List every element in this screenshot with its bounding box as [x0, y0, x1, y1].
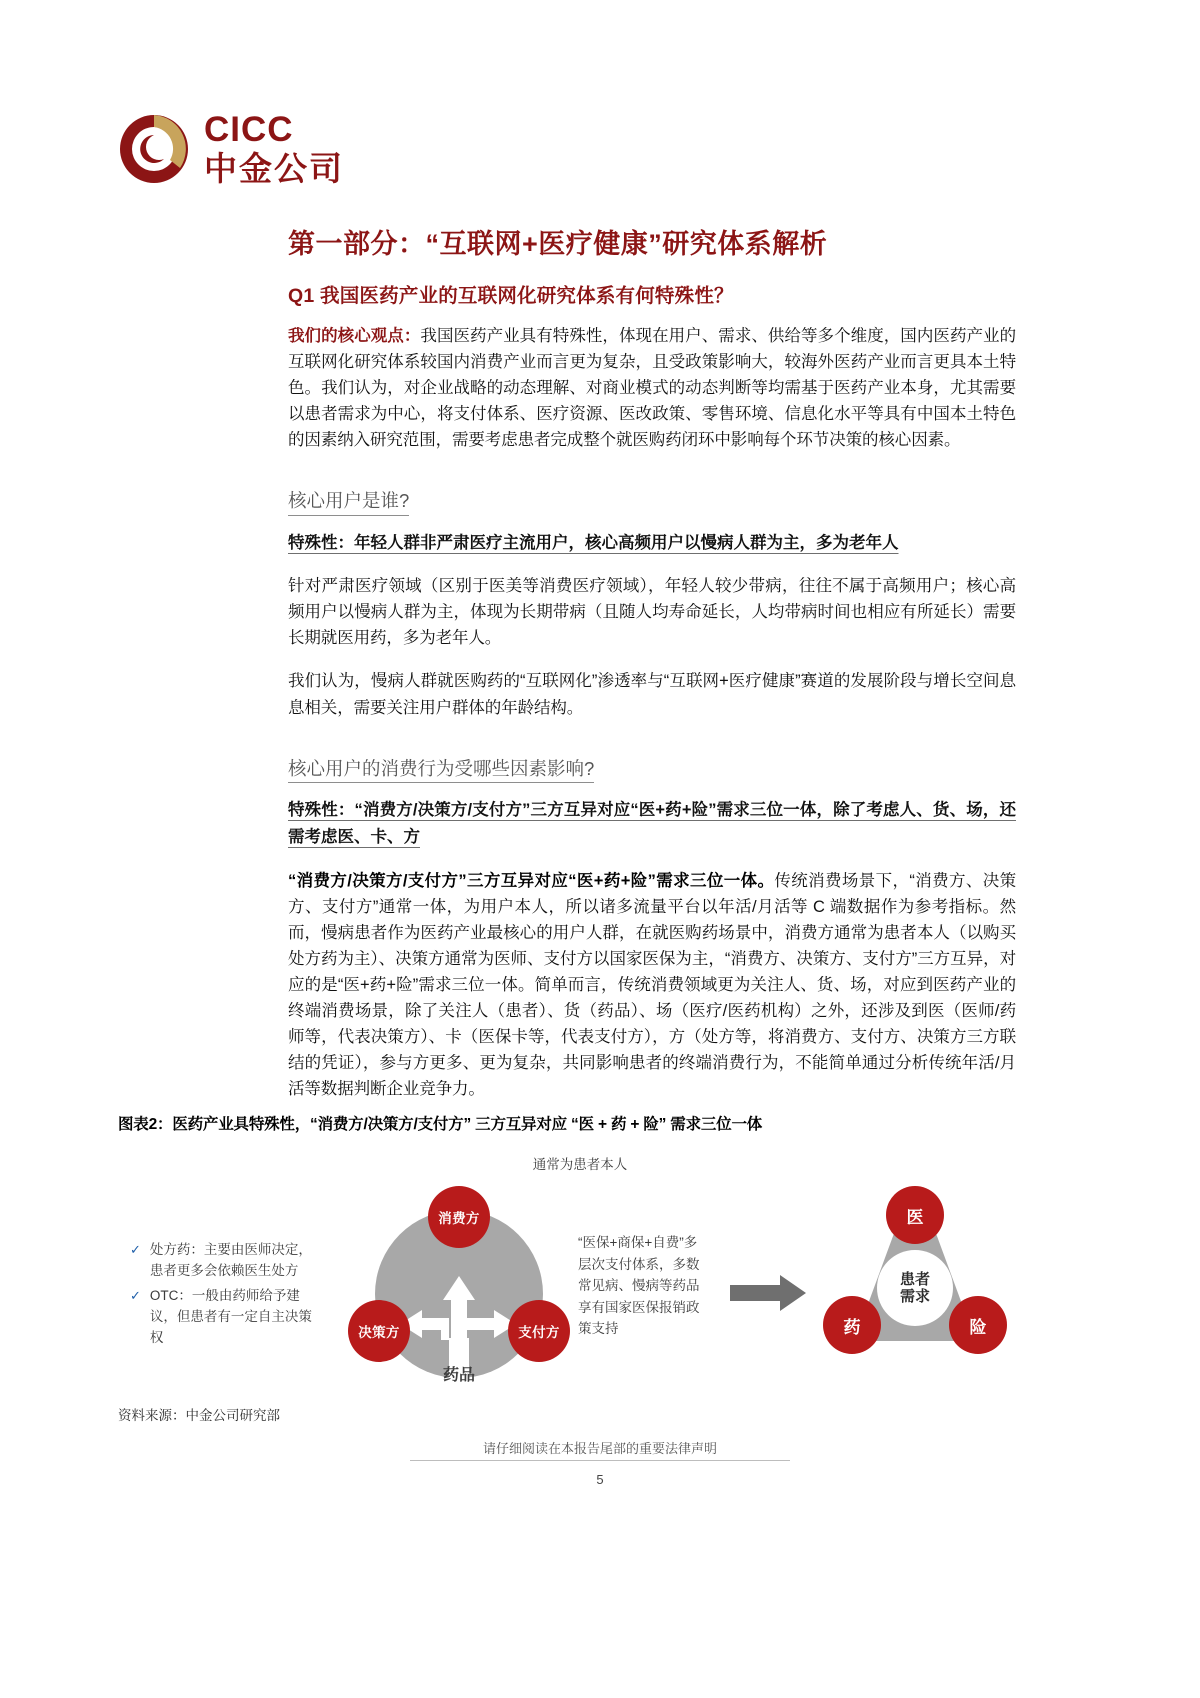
question-title: Q1 我国医药产业的互联网化研究体系有何特殊性？ — [288, 284, 734, 307]
footer-divider — [410, 1460, 790, 1461]
triad-node-xian: 险 — [949, 1296, 1007, 1354]
triad-node-yao: 药 — [823, 1296, 881, 1354]
part-title: 第一部分：“互联网+医疗健康”研究体系解析 — [288, 229, 828, 259]
section-2-special: 特殊性：“消费方/决策方/支付方”三方互异对应“医+药+险”需求三位一体，除了考虑人、货、场，还需考虑医、卡、方 — [288, 801, 1016, 846]
bullet-text: OTC：一般由药师给予建议，但患者有一定自主决策权 — [149, 1287, 312, 1345]
node-drug-label: 药品 — [442, 1367, 475, 1384]
figure-top-label: 通常为患者本人 — [532, 1157, 628, 1172]
brand-name-en: CICC — [204, 110, 294, 149]
node-decider: 决策方 — [348, 1300, 410, 1362]
section-1-heading: 核心用户是谁? — [288, 492, 409, 516]
section-2-heading-row — [288, 738, 1016, 798]
footer-legal-notice: 请仔细阅读在本报告尾部的重要法律声明 — [482, 1441, 717, 1456]
figure-bullet-list — [130, 1240, 325, 1353]
section-1-special: 特殊性：年轻人群非严肃医疗主流用户，核心高频用户以慢病人群为主，多为老年人 — [288, 533, 899, 552]
figure-right-note: “医保+商保+自费”多层次支付体系，多数常见病、慢病等药品享有国家医保报销政策支持 — [578, 1235, 700, 1337]
three-party-cluster — [344, 1190, 574, 1395]
section-2-heading: 核心用户的消费行为受哪些因素影响? — [288, 760, 594, 784]
right-arrow-icon — [730, 1273, 808, 1313]
cicc-logo-mark — [118, 113, 190, 185]
section-2-paragraph-rest: 传统消费场景下，“消费方、决策方、支付方”通常一体，为用户本人，所以诸多流量平台以年活/月活等 C 端数据作为参考指标。然而，慢病患者作为医药产业最核心的用户人群，在就医购药场景中，消费方通常为患者本人（以购买处方药为主）、决策方通常为医师、支付方以国家医保为主，“消费方、决策方、支付方”三方互异，对应的是“医+药+险”需求三位一体。简单而言，传统消费领域更为关注人、货、场，对应到医药产业的终端消费场景，除了关注人（患者）、货（药品）、场（医疗/医药机构）之外，还涉及到医（医师/药师等，代表决策方）、卡（医保卡等，代表支付方），方（处方等，将消费方、支付方、决策方三方联结的凭证），参与方更多、更为复杂，共同影响患者的终端消费行为，不能简单通过分析传统年活/月活等数据判断企业竞争力。 — [288, 871, 1016, 1099]
cicc-logo — [118, 112, 344, 185]
triad-center-label — [877, 1250, 953, 1326]
check-icon: ✓ — [130, 1242, 141, 1257]
node-consumer: 消费方 — [428, 1186, 490, 1248]
triad-node-yi: 医 — [886, 1186, 944, 1244]
page-number: 5 — [596, 1472, 604, 1487]
core-view-text: 我国医药产业具有特殊性，体现在用户、需求、供给等多个维度，国内医药产业的互联网化研究体系较国内消费产业而言更为复杂，且受政策影响大，较海外医药产业而言更具本土特色。我们认为，对企业战略的动态理解、对商业模式的动态判断等均需基于医药产业本身，尤其需要以患者需求为中心，将支付体系、医疗资源、医改政策、零售环境、信息化水平等具有中国本土特色的因素纳入研究范围，需要考虑患者完成整个就医购药闭环中影响每个环节决策的核心因素。 — [288, 326, 1016, 449]
list-item — [130, 1240, 325, 1282]
triad-center-line-1: 患者 — [899, 1270, 930, 1288]
check-icon: ✓ — [130, 1287, 141, 1303]
patient-needs-triad — [815, 1188, 1015, 1388]
core-view-paragraph — [288, 323, 1016, 453]
section-1-paragraph-2: 我们认为，慢病人群就医购药的“互联网化”渗透率与“互联网+医疗健康”赛道的发展阶段与增长空间息息相关，需要关注用户群体的年龄结构。 — [288, 672, 1016, 717]
cicc-logo-text — [204, 112, 344, 185]
section-1-heading-row — [288, 470, 1016, 530]
document-content — [288, 228, 1016, 1119]
triad-center-line-2: 需求 — [899, 1288, 930, 1305]
exhibit-figure — [110, 1148, 1100, 1398]
section-2-paragraph — [288, 868, 1016, 1103]
section-2-paragraph-bold: “消费方/决策方/支付方”三方互异对应“医+药+险”需求三位一体。 — [288, 871, 775, 890]
source-note: 资料来源：中金公司研究部 — [118, 1408, 280, 1423]
node-payer: 支付方 — [508, 1300, 570, 1362]
exhibit-caption: 图表2：医药产业具特殊性，“消费方/决策方/支付方” 三方互异对应 “医 + 药 + 险” 需求三位一体 — [118, 1116, 763, 1133]
section-1-paragraph-1: 针对严肃医疗领域（区别于医美等消费医疗领域），年轻人较少带病，往往不属于高频用户；核心高频用户以慢病人群为主，体现为长期带病（且随人均寿命延长，人均带病时间也相应有所延长）需要长期就医用药，多为老年人。 — [288, 577, 1016, 648]
bullet-text: 处方药：主要由医师决定，患者更多会依赖医生处方 — [149, 1242, 312, 1278]
core-view-lead: 我们的核心观点： — [288, 326, 421, 345]
brand-name-cn: 中金公司 — [204, 150, 344, 187]
list-item — [130, 1286, 325, 1349]
